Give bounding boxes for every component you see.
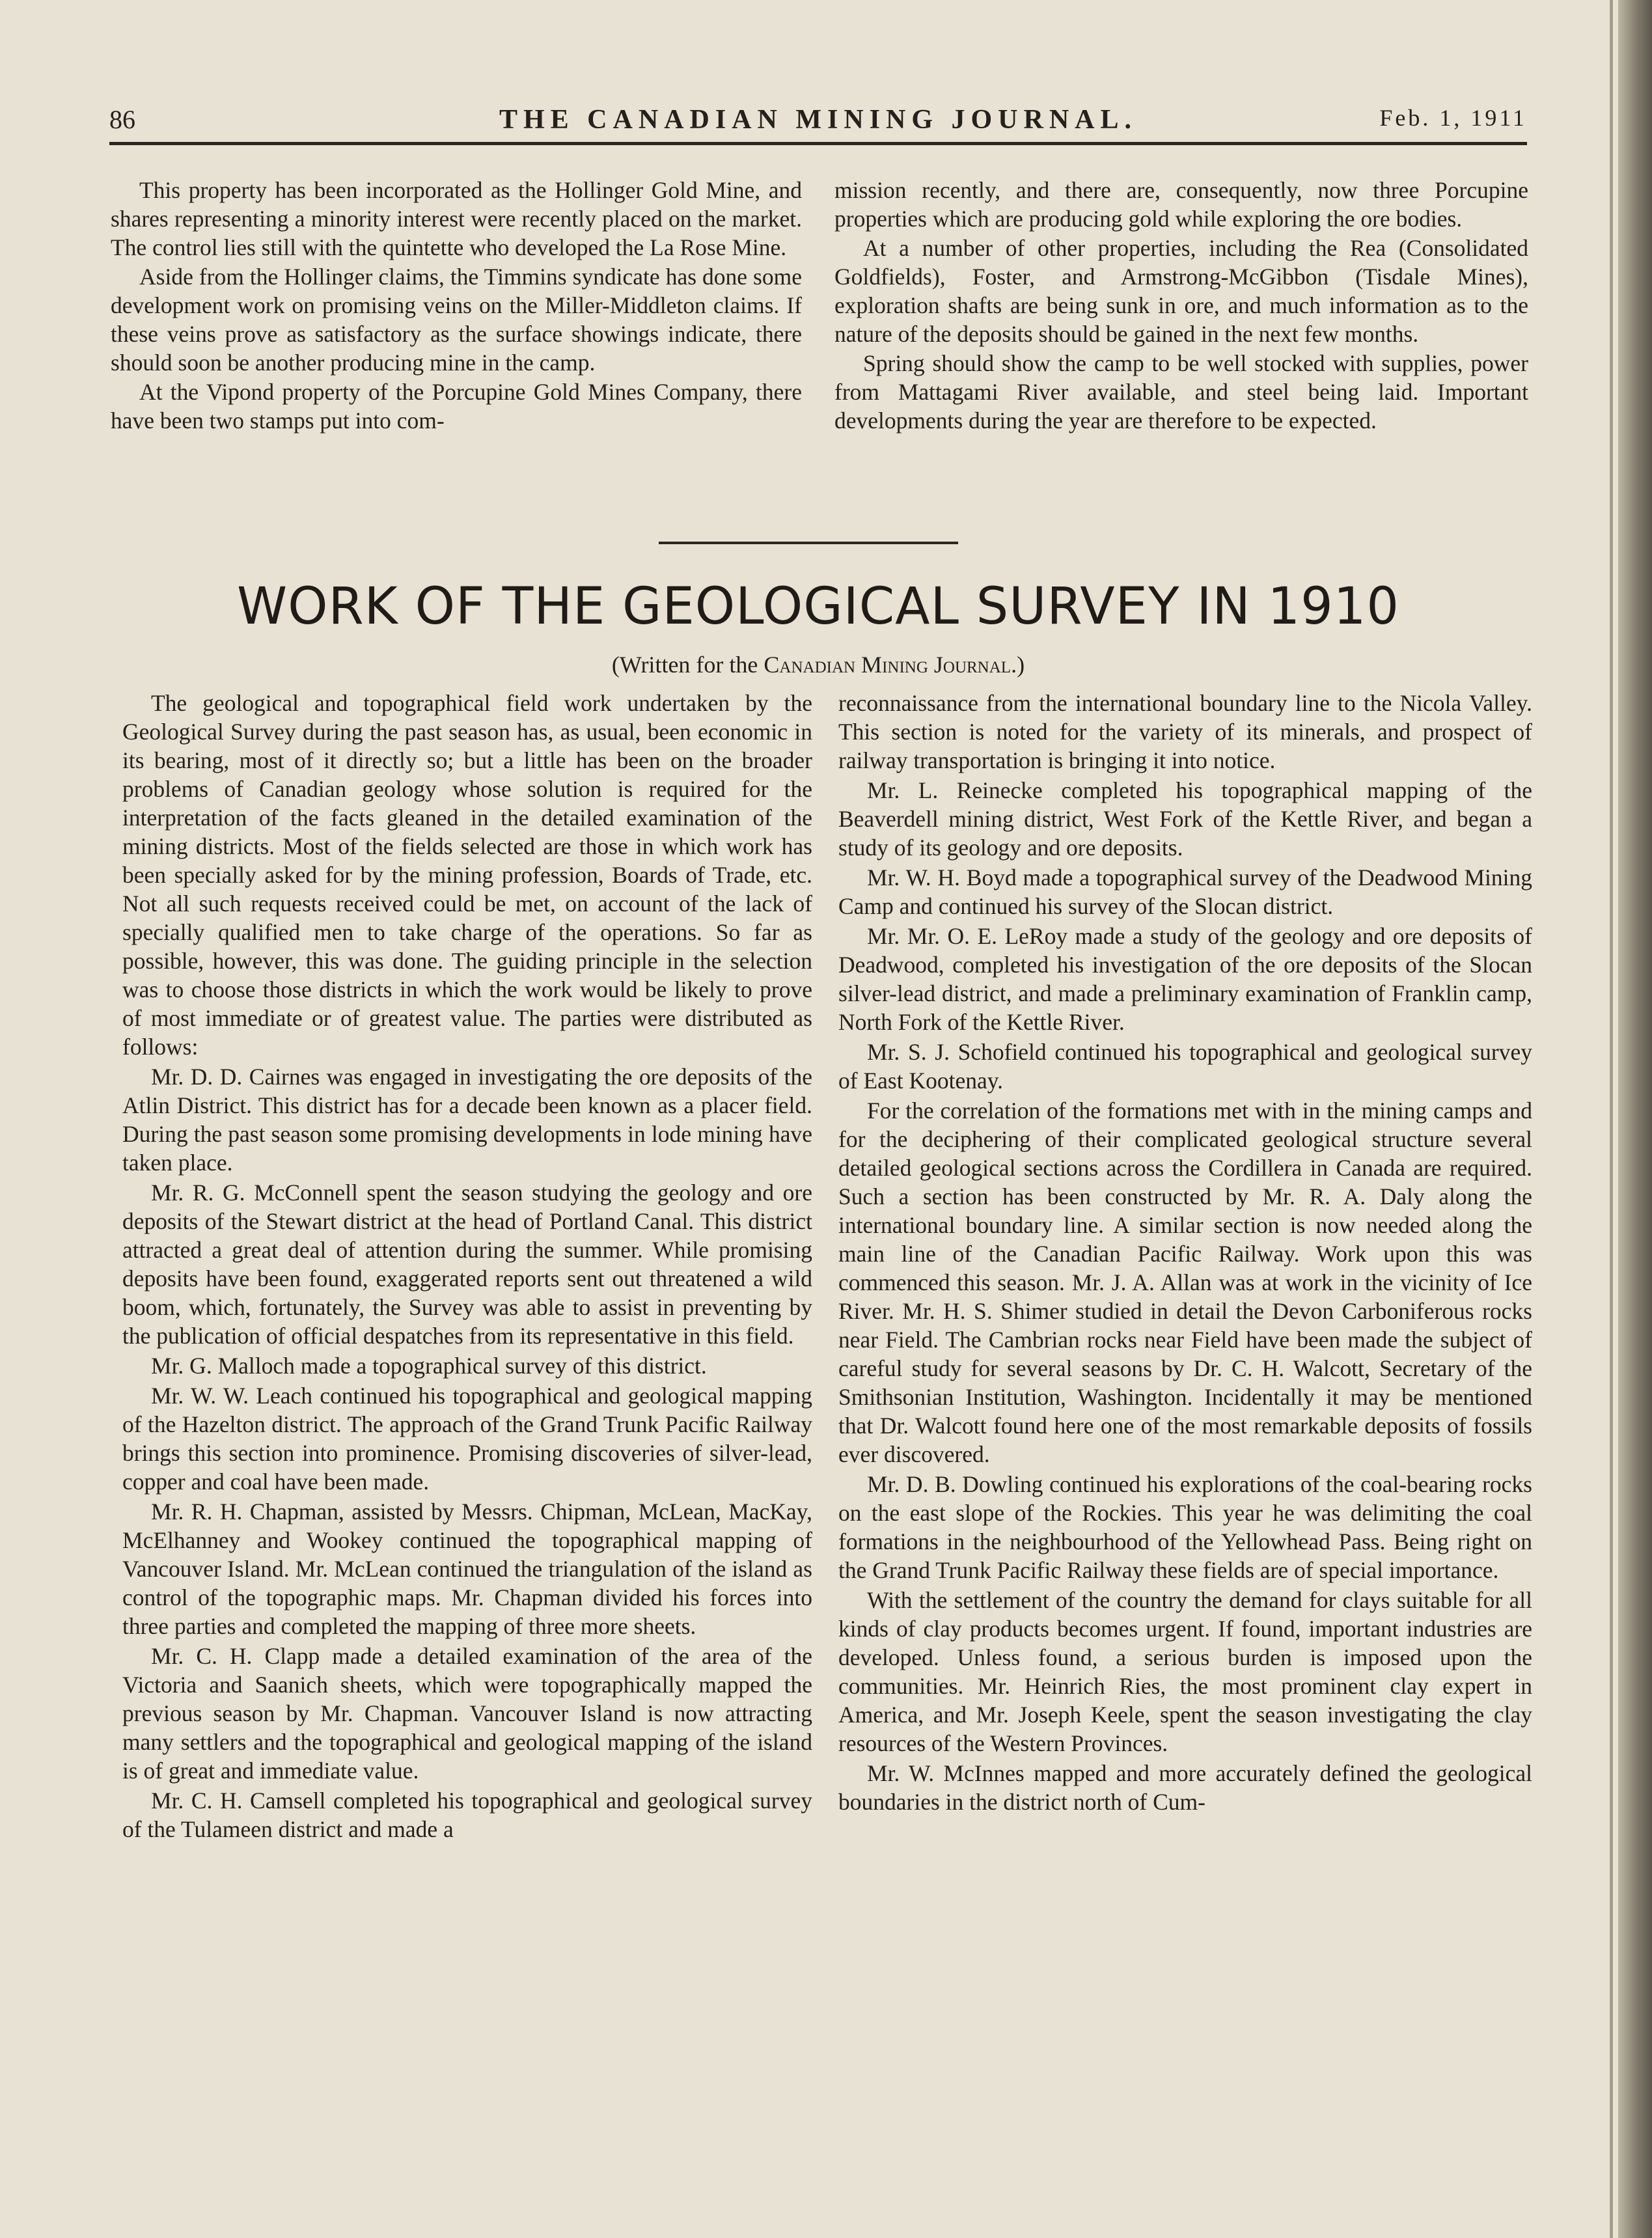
paragraph: Mr. Mr. O. E. LeRoy made a study of the geology and ore deposits of Deadwood, completed his investigation of the ore deposits of the Slocan silver-lead district, and made a preliminary examination of Franklin camp, North Fork of the Kettle River. — [838, 923, 1532, 1035]
paragraph: This property has been incorporated as the Hollinger Gold Mine, and shares representing a minority interest were recently placed on the market. The control lies still with the quintette who developed the La Rose Mine. — [111, 177, 802, 260]
page-gutter-line — [1610, 0, 1613, 2238]
paragraph: Aside from the Hollinger claims, the Timmins syndicate has done some development work on promising veins on the Miller-Middleton claims. If these veins prove as satisfactory as the surface showings indicate, there should soon be another producing mine in the camp. — [111, 264, 802, 376]
top-right-column — [834, 176, 1528, 435]
byline-journal: Canadian Mining Journal — [764, 652, 1012, 678]
paragraph: Mr. W. W. Leach continued his topographical and geological mapping of the Hazelton district. The approach of the Grand Trunk Pacific Railway brings this section into prominence. Promising discoveries of silver-lead, copper and coal have been made. — [122, 1383, 812, 1495]
page-number: 86 — [109, 105, 135, 134]
page-binding-edge — [1618, 0, 1652, 2238]
top-left-column — [111, 176, 802, 435]
paragraph: Mr. D. D. Cairnes was engaged in investigating the ore deposits of the Atlin District. This district has for a decade been known as a placer field. During the past season some promising developments in lode mining have taken place. — [122, 1064, 812, 1176]
article-byline — [109, 651, 1527, 678]
paragraph: Mr. L. Reinecke completed his topographical mapping of the Beaverdell mining district, West Fork of the Kettle River, and began a study of its geology and ore deposits. — [838, 777, 1532, 861]
article-right-column — [838, 689, 1532, 1817]
article-title: WORK OF THE GEOLOGICAL SURVEY IN 1910 — [236, 577, 1400, 636]
byline-suffix: .) — [1011, 652, 1025, 678]
paragraph: Mr. W. H. Boyd made a topographical survey of the Deadwood Mining Camp and continued his survey of the Slocan district. — [838, 864, 1532, 919]
journal-title: THE CANADIAN MINING JOURNAL. — [499, 105, 1138, 135]
paragraph: The geological and topographical field work undertaken by the Geological Survey during the past season has, as usual, been economic in its bearing, most of it directly so; but a little has been on the broader problems of Canadian geology whose solution is required for the interpretation of the facts gleaned in the detailed examination of the mining districts. Most of the fields selected are those in which work has been specially asked for by the mining profession, Boards of Trade, etc. Not all such requests received could be met, on account of the lack of specially qualified men to take charge of the operations. So far as possible, however, this was done. The guiding principle in the selection was to choose those districts in which the work would be likely to prove of most immediate or of greatest value. The parties were distributed as follows: — [122, 690, 812, 1060]
paragraph: With the settlement of the country the demand for clays suitable for all kinds of clay products becomes urgent. If found, important industries are developed. Unless found, a serious burden is imposed upon the communities. Mr. Heinrich Ries, the most prominent clay expert in America, and Mr. Joseph Keele, spent the season investigating the clay resources of the Western Provinces. — [838, 1587, 1532, 1756]
paragraph: reconnaissance from the international boundary line to the Nicola Valley. This section is noted for the variety of its minerals, and prospect of railway transportation is bringing it into notice. — [838, 690, 1532, 773]
issue-date: Feb. 1, 1911 — [1379, 105, 1527, 131]
paragraph: Mr. C. H. Clapp made a detailed examination of the area of the Victoria and Saanich sheets, which were topographically mapped the previous season by Mr. Chapman. Vancouver Island is now attracting many settlers and the topographical and geological mapping of the island is of great and immediate value. — [122, 1643, 812, 1784]
header-rule — [109, 142, 1527, 145]
paragraph: Mr. R. H. Chapman, assisted by Messrs. Chipman, McLean, MacKay, McElhanney and Wookey continued the topographical mapping of Vancouver Island. Mr. McLean continued the triangulation of the island as control of the topographic maps. Mr. Chapman divided his forces into three parties and completed the mapping of three more sheets. — [122, 1499, 812, 1639]
paragraph: At the Vipond property of the Porcupine Gold Mines Company, there have been two stamps put into com- — [111, 379, 802, 434]
running-header — [109, 104, 1527, 142]
paragraph: Mr. D. B. Dowling continued his explorations of the coal-bearing rocks on the east slope of the Rockies. This year he was delimiting the coal formations in the neighbourhood of the Yellowhead Pass. Being right on the Grand Trunk Pacific Railway these fields are of special importance. — [838, 1471, 1532, 1583]
section-divider — [659, 542, 958, 544]
paragraph: Mr. C. H. Camsell completed his topographical and geological survey of the Tulameen district and made a — [122, 1788, 812, 1842]
paragraph: Mr. R. G. McConnell spent the season studying the geology and ore deposits of the Stewart district at the head of Portland Canal. This district attracted a great deal of attention during the summer. While promising deposits have been found, exaggerated reports sent out threatened a wild boom, which, fortunately, the Survey was able to assist in preventing by the publication of official despatches from its representative in this field. — [122, 1180, 812, 1349]
paragraph: Mr. W. McInnes mapped and more accurately defined the geological boundaries in the district north of Cum- — [838, 1760, 1532, 1815]
paragraph: mission recently, and there are, consequently, now three Porcupine properties which are producing gold while exploring the ore bodies. — [834, 177, 1528, 232]
byline-prefix: (Written for the — [611, 652, 764, 678]
paragraph: Spring should show the camp to be well stocked with supplies, power from Mattagami River available, and steel being laid. Important developments during the year are therefore to be expected. — [834, 350, 1528, 434]
article-left-column — [122, 689, 812, 1845]
paragraph: Mr. G. Malloch made a topographical survey of this district. — [151, 1353, 707, 1379]
paragraph: Mr. S. J. Schofield continued his topographical and geological survey of East Kootenay. — [838, 1039, 1532, 1094]
paragraph: For the correlation of the formations met with in the mining camps and for the deciphering of their complicated geological structure several detailed geological sections across the Cordillera in Canada are required. Such a section has been constructed by Mr. R. A. Daly along the international boundary line. A similar section is now needed along the main line of the Canadian Pacific Railway. Work upon this was commenced this season. Mr. J. A. Allan was at work in the vicinity of Ice River. Mr. H. S. Shimer studied in detail the Devon Carboniferous rocks near Field. The Cambrian rocks near Field have been made the subject of careful study for several seasons by Dr. C. H. Walcott, Secretary of the Smithsonian Institution, Washington. Incidentally it may be mentioned that Dr. Walcott found here one of the most remarkable deposits of fossils ever discovered. — [838, 1098, 1532, 1467]
paragraph: At a number of other properties, including the Rea (Consolidated Goldfields), Foster, and Armstrong-McGibbon (Tisdale Mines), exploration shafts are being sunk in ore, and much information as to the nature of the deposits should be gained in the next few months. — [834, 235, 1528, 347]
